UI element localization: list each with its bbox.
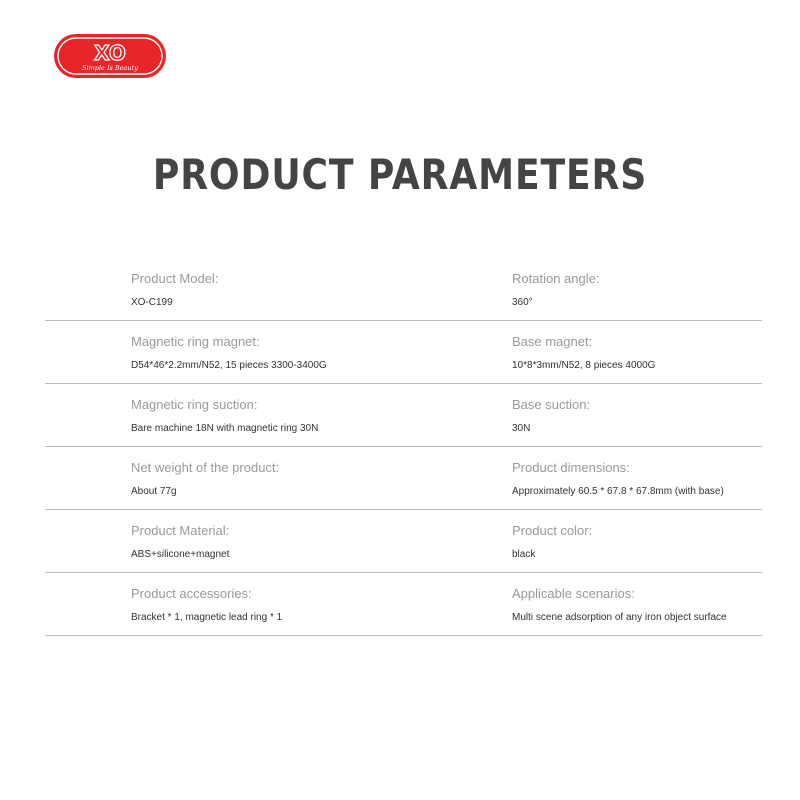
parameter-value: ABS+silicone+magnet (131, 549, 230, 560)
parameter-label: Product Model: (131, 271, 219, 286)
parameter-label: Product dimensions: (512, 460, 630, 475)
parameter-value: 30N (512, 423, 531, 434)
parameter-value: About 77g (131, 486, 177, 497)
parameter-value: D54*46*2.2mm/N52, 15 pieces 3300-3400G (131, 360, 327, 371)
parameter-value: black (512, 549, 536, 560)
parameter-label: Base magnet: (512, 334, 593, 349)
parameter-label: Magnetic ring magnet: (131, 334, 260, 349)
xo-logo-badge (53, 33, 167, 79)
parameter-value: Bracket * 1, magnetic lead ring * 1 (131, 612, 283, 623)
parameters-table (45, 258, 762, 636)
parameter-label: Product color: (512, 523, 593, 538)
page-title: PRODUCT PARAMETERS (152, 150, 648, 199)
parameter-label: Rotation angle: (512, 271, 600, 286)
parameter-label: Magnetic ring suction: (131, 397, 258, 412)
parameter-value: Multi scene adsorption of any iron object surface (512, 612, 727, 623)
parameter-value: Bare machine 18N with magnetic ring 30N (131, 423, 319, 434)
parameter-row (45, 447, 762, 510)
parameter-value: XO-C199 (131, 297, 173, 308)
parameter-row (45, 384, 762, 447)
parameter-value: 360° (512, 297, 533, 308)
parameter-label: Product accessories: (131, 586, 252, 601)
xo-logo (53, 33, 167, 79)
parameter-value: Approximately 60.5 * 67.8 * 67.8mm (with base) (512, 486, 724, 497)
logo-tagline: Simple Is Beauty (82, 64, 138, 72)
parameter-row (45, 573, 762, 636)
parameter-label: Net weight of the product: (131, 460, 280, 475)
parameter-label: Applicable scenarios: (512, 586, 635, 601)
logo-wordmark: XO (94, 41, 126, 65)
parameter-row (45, 258, 762, 321)
parameter-row (45, 321, 762, 384)
parameter-label: Product Material: (131, 523, 230, 538)
parameter-label: Base suction: (512, 397, 591, 412)
parameter-row (45, 510, 762, 573)
parameter-value: 10*8*3mm/N52, 8 pieces 4000G (512, 360, 656, 371)
